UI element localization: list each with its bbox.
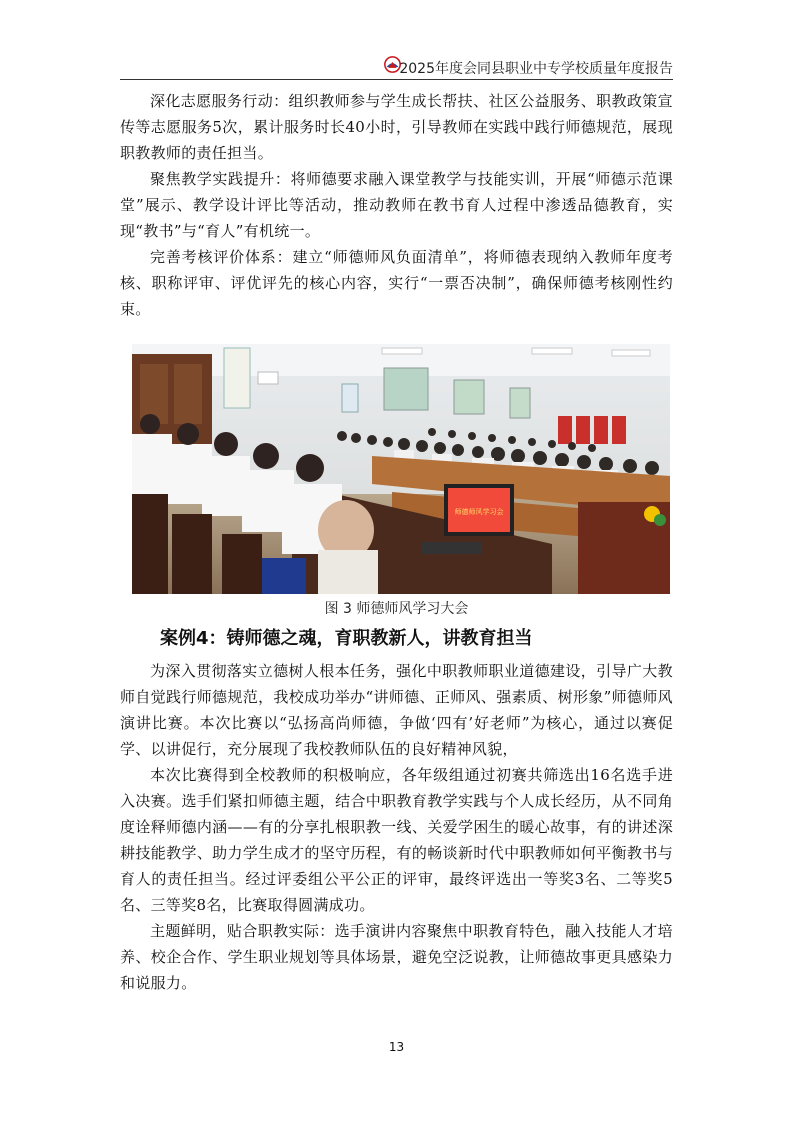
paragraph-evaluation: 完善考核评价体系：建立“师德师风负面清单”，将师德表现纳入教师年度考核、职称评审、评优评先的核心内容，实行“一票否决制”，确保师德考核刚性约束。 [120,248,673,318]
meeting-photo [132,344,670,594]
body-text-bottom [120,658,673,996]
case-heading: 案例4：铸师德之魂，育职教新人，讲教育担当 [160,628,533,649]
page-header [0,0,793,80]
figure-caption: 图 3 师德师风学习大会 [324,601,469,617]
header-divider [120,79,673,80]
report-title: 2025年度会同县职业中专学校质量年度报告 [399,61,673,77]
paragraph-competition: 本次比赛得到全校教师的积极响应，各年级组通过初赛共筛选出16名选手进入决赛。选手们紧扣师德主题，结合中职教育教学实践与个人成长经历，从不同角度诠释师德内涵——有的分享扎根职教一线、关爱学困生的暖心故事，有的讲述深耕技能教学、助力学生成才的坚守历程，有的畅谈新时代中职教师如何平衡教书与育人的责任担当。经过评委组公平公正的评审，最终评选出一等奖3名、二等奖5名、三等奖8名，比赛取得圆满成功。 [120,766,673,914]
paragraph-teaching: 聚焦教学实践提升：将师德要求融入课堂教学与技能实训，开展“师德示范课堂”展示、教学设计评比等活动，推动教师在教书育人过程中渗透品德教育，实现“教书”与“育人”有机统一。 [120,170,673,240]
page-number: 13 [388,1040,405,1054]
monitor-screen-text: 师德师风学习会 [454,508,504,516]
paragraph-intro: 为深入贯彻落实立德树人根本任务，强化中职教师职业道德建设，引导广大教师自觉践行师德规范，我校成功举办“讲师德、正师风、强素质、树形象”师德师风演讲比赛。本次比赛以“弘扬高尚师德，争做‘四有’好老师”为核心，通过以赛促学、以讲促行，充分展现了我校教师队伍的良好精神风貌， [120,662,673,758]
body-text-top [120,88,673,322]
paragraph-theme: 主题鲜明，贴合职教实际：选手演讲内容聚焦中职教育特色，融入技能人才培养、校企合作、学生职业规划等具体场景，避免空泛说教，让师德故事更具感染力和说服力。 [120,922,673,992]
paragraph-volunteer: 深化志愿服务行动：组织教师参与学生成长帮扶、社区公益服务、职教政策宣传等志愿服务5次，累计服务时长40小时，引导教师在实践中践行师德规范，展现职教教师的责任担当。 [120,92,673,162]
